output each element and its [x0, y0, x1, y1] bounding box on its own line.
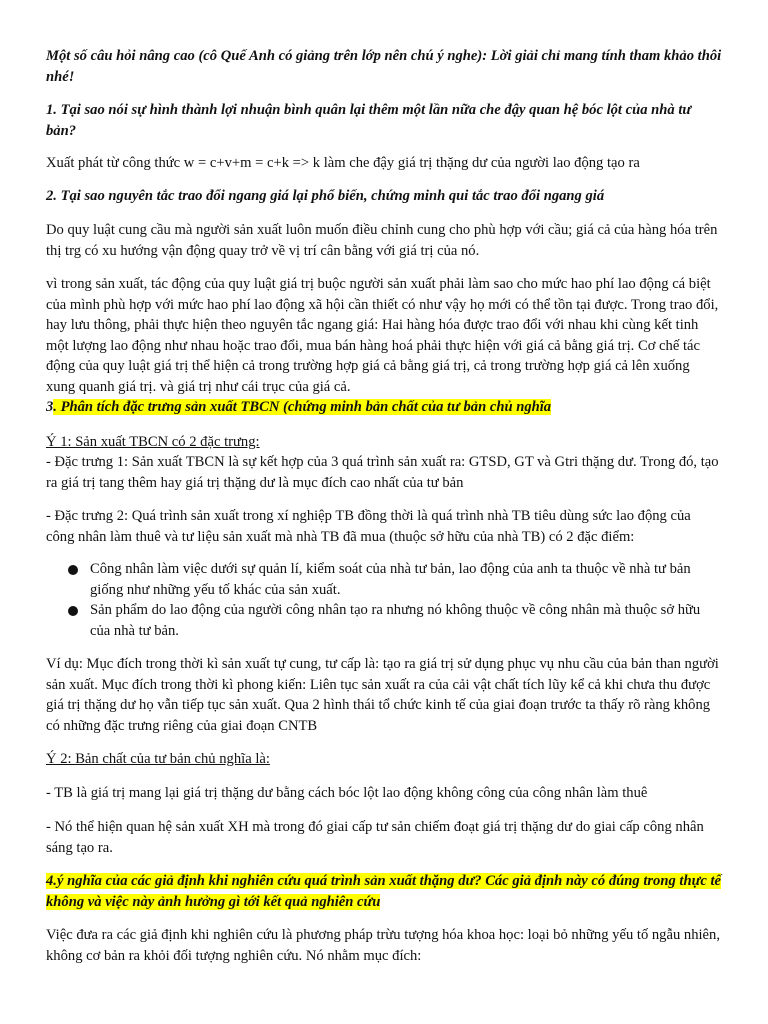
question-3-number: 3: [46, 399, 54, 415]
question-2-paragraph-1: Do quy luật cung cầu mà người sản xuất luôn muốn điều chỉnh cung cho phù hợp với cầu; giá cả của hàng hóa trên thị trg có xu hướng vận động quay trở về vị trí cân bằng với giá trị của nó.: [46, 222, 718, 259]
question-1-answer: Xuất phát từ công thức w = c+v+m = c+k => k làm che đậy giá trị thặng dư của người lao động tạo ra: [46, 155, 640, 171]
bullet-icon: [68, 565, 78, 575]
feature-2: - Đặc trưng 2: Quá trình sản xuất trong xí nghiệp TB đồng thời là quá trình nhà TB tiêu dùng sức lao động của công nhân làm thuê và tư liệu sản xuất mà nhà TB đã mua (thuộc sở hữu của nhà TB) có 2 đặc điểm:: [46, 508, 691, 545]
question-3-title: [46, 397, 722, 418]
bullet-icon: [68, 606, 78, 616]
question-3-title-highlight: . Phân tích đặc trưng sản xuất TBCN (chứng minh bản chất của tư bản chủ nghĩa: [53, 399, 552, 415]
intro-note: Một số câu hỏi nâng cao (cô Quế Anh có giảng trên lớp nên chú ý nghe): Lời giải chỉ mang tính tham khảo thôi nhé!: [46, 48, 722, 85]
idea-2-heading: Ý 2: Bản chất của tư bản chủ nghĩa là:: [46, 751, 270, 767]
question-2-title: 2. Tại sao nguyên tắc trao đổi ngang giá lại phổ biến, chứng minh qui tắc trao đổi ngang giá: [46, 188, 605, 204]
list-item: Sản phẩm do lao động của người công nhân tạo ra nhưng nó không thuộc về công nhân mà thuộc sở hữu của nhà tư bản.: [46, 600, 722, 641]
characteristics-list: [46, 559, 722, 641]
idea-1-heading: Ý 1: Sản xuất TBCN có 2 đặc trưng:: [46, 434, 260, 450]
question-1-title: 1. Tại sao nói sự hình thành lợi nhuận bình quân lại thêm một lần nữa che đậy quan hệ bóc lột của nhà tư bản?: [46, 102, 692, 139]
question-4-title: 4.ý nghĩa của các giả định khi nghiên cứu quá trình sản xuất thặng dư? Các giả định này có đúng trong thực tế không và việc này ảnh hưởng gì tới kết quả nghiên cứu: [46, 873, 721, 910]
idea-2-line-2: - Nó thể hiện quan hệ sản xuất XH mà trong đó giai cấp tư sản chiếm đoạt giá trị thặng dư do giai cấp công nhân sáng tạo ra.: [46, 819, 704, 856]
question-2-paragraph-2: vì trong sản xuất, tác động của quy luật giá trị buộc người sản xuất phải làm sao cho mức hao phí lao động cá biệt của mình phù hợp với mức hao phí lao động xã hội cần thiết có như vậy họ mới có thể tồn tại được. Trong trao đổi, hay lưu thông, phải thực hiện theo nguyên tắc ngang giá: Hai hàng hóa được trao đổi với nhau khi cùng kết tinh một lượng lao động như nhau hoặc trao đổi, mua bán hàng hoá phải thực hiện với giá cả bằng giá trị. Cơ chế tác động của quy luật giá trị thể hiện cả trong trường hợp giá cả bằng giá trị, cả trong trường hợp giá cả lên xuống xung quanh giá trị. và giá trị như cái trục của giá cả.: [46, 276, 719, 395]
feature-1: - Đặc trưng 1: Sản xuất TBCN là sự kết hợp của 3 quá trình sản xuất ra: GTSD, GT và Gtri thặng dư. Trong đó, tạo ra giá trị tang thêm hay giá trị thặng dư là mục đích cao nhất của tư bản: [46, 454, 719, 491]
list-item: Công nhân làm việc dưới sự quản lí, kiểm soát của nhà tư bản, lao động của anh ta thuộc về nhà tư bản giống như những yếu tố khác của sản xuất.: [46, 559, 722, 600]
idea-2-line-1: - TB là giá trị mang lại giá trị thặng dư bằng cách bóc lột lao động không công của công nhân làm thuê: [46, 785, 648, 801]
example-paragraph: Ví dụ: Mục đích trong thời kì sản xuất tự cung, tư cấp là: tạo ra giá trị sử dụng phục vụ nhu cầu của bản than người sản xuất. Mục đích trong thời kì phong kiến: Liên tục sản xuất ra của cải vật chất tích lũy kể cả khi chưa thu được giá trị thặng dư họ vẫn tiếp tục sản xuất. Qua 2 hình thái tổ chức kinh tế của giai đoạn trước ta thấy rõ ràng không có những đặc trưng riêng của giai đoạn CNTB: [46, 656, 719, 734]
question-4-answer: Việc đưa ra các giả định khi nghiên cứu là phương pháp trừu tượng hóa khoa học: loại bỏ những yếu tố ngẫu nhiên, không cơ bản ra khỏi đối tượng nghiên cứu. Nó nhằm mục đích:: [46, 927, 720, 964]
